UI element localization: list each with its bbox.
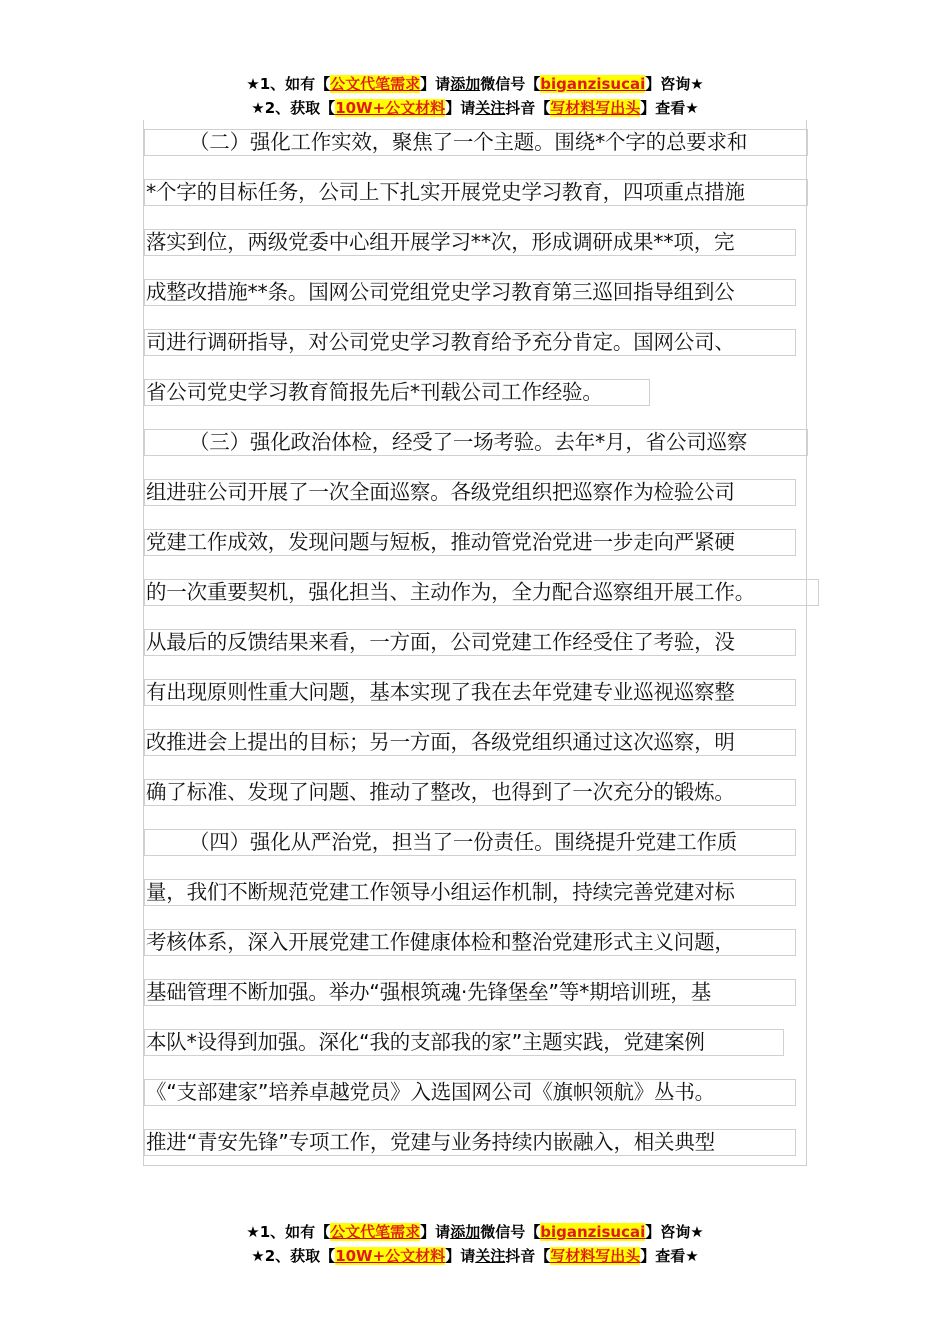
text-line-20: 《“支部建家”培养卓越党员》入选国网公司《旗帜领航》丛书。	[144, 1079, 796, 1106]
text-line-5: 司进行调研指导，对公司党史学习教育给予充分肯定。国网公司、	[144, 329, 796, 356]
text-line-7: （三）强化政治体检，经受了一场考验。去年*月，省公司巡察	[144, 429, 808, 456]
text-line-9: 党建工作成效，发现问题与短板，推动管党治党进一步走向严紧硬	[144, 529, 796, 556]
text-line-1: （二）强化工作实效，聚焦了一个主题。围绕*个字的总要求和	[144, 129, 808, 156]
text-line-10: 的一次重要契机，强化担当、主动作为，全力配合巡察组开展工作。	[144, 579, 819, 606]
douyin-id: 写材料写出头	[550, 1247, 641, 1265]
text-line-13: 改推进会上提出的目标；另一方面，各级党组织通过这次巡察，明	[144, 729, 796, 756]
text-line-16: 量，我们不断规范党建工作领导小组运作机制，持续完善党建对标	[144, 879, 796, 906]
text-line-4: 成整改措施**条。国网公司党组党史学习教育第三巡回指导组到公	[144, 279, 796, 306]
text-line-11: 从最后的反馈结果来看，一方面，公司党建工作经受住了考验，没	[144, 629, 796, 656]
highlight-text: 公文代笔需求	[330, 75, 421, 93]
top-banner	[0, 72, 950, 120]
text-line-14: 确了标准、发现了问题、推动了整改，也得到了一次充分的锻炼。	[144, 779, 796, 806]
text-line-19: 本队*设得到加强。深化“我的支部我的家”主题实践，党建案例	[144, 1029, 784, 1056]
banner-line-2: ★2、获取【10W+公文材料】请关注抖音【写材料写出头】查看★	[251, 1247, 699, 1265]
banner-line-1: ★1、如有【公文代笔需求】请添加微信号【biganzisucai】咨询★	[246, 1223, 704, 1241]
highlight-text: 10W+公文材料	[335, 99, 446, 117]
wechat-id: biganzisucai	[540, 75, 646, 93]
douyin-id: 写材料写出头	[550, 99, 641, 117]
document-body	[143, 120, 807, 1166]
highlight-text: 10W+公文材料	[335, 1247, 446, 1265]
highlight-text: 公文代笔需求	[330, 1223, 421, 1241]
text-line-3: 落实到位，两级党委中心组开展学习**次，形成调研成果**项，完	[144, 229, 796, 256]
text-line-17: 考核体系，深入开展党建工作健康体检和整治党建形式主义问题，	[144, 929, 796, 956]
text-line-8: 组进驻公司开展了一次全面巡察。各级党组织把巡察作为检验公司	[144, 479, 796, 506]
text-line-2: *个字的目标任务，公司上下扎实开展党史学习教育，四项重点措施	[144, 179, 808, 206]
text-line-15: （四）强化从严治党，担当了一份责任。围绕提升党建工作质	[144, 829, 796, 856]
bottom-banner	[0, 1220, 950, 1268]
text-line-21: 推进“青安先锋”专项工作，党建与业务持续内嵌融入，相关典型	[144, 1129, 796, 1156]
text-line-18: 基础管理不断加强。举办“强根筑魂·先锋堡垒”等*期培训班，基	[144, 979, 796, 1006]
banner-line-2: ★2、获取【10W+公文材料】请关注抖音【写材料写出头】查看★	[251, 99, 699, 117]
wechat-id: biganzisucai	[540, 1223, 646, 1241]
banner-line-1: ★1、如有【公文代笔需求】请添加微信号【biganzisucai】咨询★	[246, 75, 704, 93]
text-line-6: 省公司党史学习教育简报先后*刊载公司工作经验。	[144, 379, 650, 406]
text-line-12: 有出现原则性重大问题，基本实现了我在去年党建专业巡视巡察整	[144, 679, 796, 706]
